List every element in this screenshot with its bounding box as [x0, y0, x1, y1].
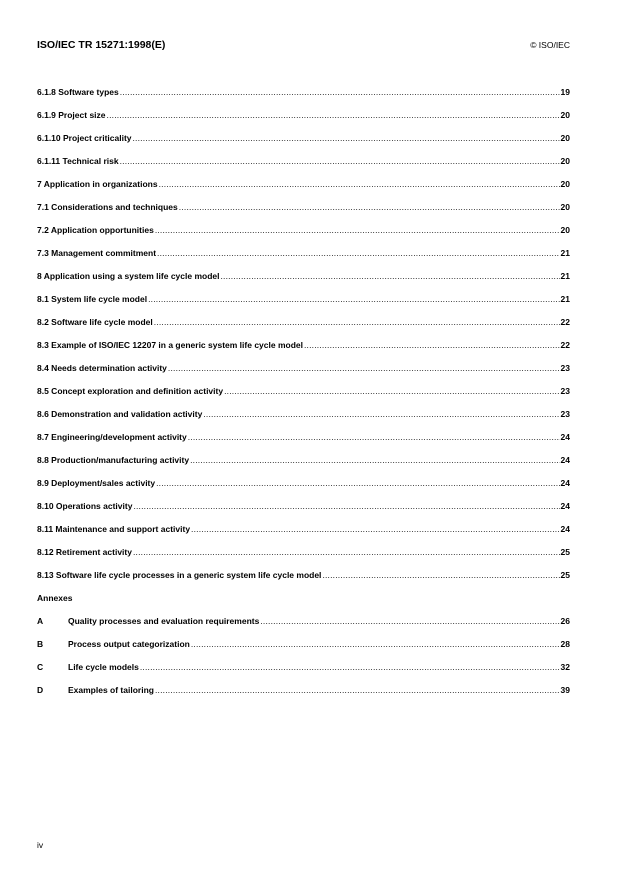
dot-leader: [120, 156, 560, 166]
copyright-notice: © ISO/IEC: [530, 40, 570, 50]
dot-leader: [157, 248, 560, 258]
toc-entry-label: 8.9 Deployment/sales activity: [37, 478, 156, 488]
toc-entry-label: 8.2 Software life cycle model: [37, 317, 153, 327]
toc-entry[interactable]: [37, 363, 570, 386]
annex-entry-label: [37, 662, 139, 672]
annex-entry-label: [37, 639, 190, 649]
dot-leader: [107, 110, 560, 120]
toc-entry[interactable]: [37, 386, 570, 409]
toc-entry-page: 20: [560, 202, 570, 212]
annexes-heading: Annexes: [37, 593, 73, 603]
toc-entry-page: 19: [560, 87, 570, 97]
toc-entry[interactable]: [37, 156, 570, 179]
toc-entry-page: 20: [560, 225, 570, 235]
annex-title: Process output categorization: [68, 639, 190, 649]
dot-leader: [140, 662, 560, 672]
annex-entry[interactable]: [37, 616, 570, 639]
annex-title: Quality processes and evaluation requirements: [68, 616, 260, 626]
annex-entry-label: [37, 685, 154, 695]
toc-entry-page: 25: [560, 547, 570, 557]
toc-entry-page: 20: [560, 179, 570, 189]
toc-entry-page: 23: [560, 386, 570, 396]
toc-entry-page: 21: [560, 294, 570, 304]
annex-title: Examples of tailoring: [68, 685, 154, 695]
toc-entry[interactable]: [37, 248, 570, 271]
table-of-contents: [37, 87, 570, 708]
toc-entry-label: 6.1.8 Software types: [37, 87, 119, 97]
toc-entry-page: 20: [560, 133, 570, 143]
toc-entry-label: 8.13 Software life cycle processes in a generic system life cycle model: [37, 570, 322, 580]
toc-entry-page: 24: [560, 432, 570, 442]
toc-entry[interactable]: [37, 110, 570, 133]
toc-entry[interactable]: [37, 409, 570, 432]
toc-entry[interactable]: [37, 87, 570, 110]
dot-leader: [190, 455, 559, 465]
toc-entry-label: 8.4 Needs determination activity: [37, 363, 167, 373]
toc-entry-page: 22: [560, 340, 570, 350]
toc-entry-page: 20: [560, 156, 570, 166]
toc-entry-label: 7 Application in organizations: [37, 179, 158, 189]
annex-entry[interactable]: [37, 639, 570, 662]
toc-entry[interactable]: [37, 202, 570, 225]
toc-entry-label: 8.8 Production/manufacturing activity: [37, 455, 190, 465]
dot-leader: [156, 478, 559, 488]
toc-entry-label: 8.12 Retirement activity: [37, 547, 132, 557]
annex-letter: B: [37, 639, 44, 649]
annex-entry-page: 32: [560, 662, 570, 672]
annex-entry-page: 39: [560, 685, 570, 695]
toc-entry-page: 20: [560, 110, 570, 120]
toc-entry[interactable]: [37, 294, 570, 317]
toc-entry[interactable]: [37, 317, 570, 340]
toc-entry-label: 7.2 Application opportunities: [37, 225, 154, 235]
toc-entry-label: 7.3 Management commitment: [37, 248, 157, 258]
annex-entry-page: 28: [560, 639, 570, 649]
annex-letter: A: [37, 616, 44, 626]
toc-entry[interactable]: [37, 340, 570, 363]
toc-entry-page: 21: [560, 271, 570, 281]
annex-letter: D: [37, 685, 44, 695]
toc-entry-page: 24: [560, 478, 570, 488]
toc-entry[interactable]: [37, 547, 570, 570]
dot-leader: [221, 271, 560, 281]
toc-entry[interactable]: [37, 524, 570, 547]
page-number: iv: [37, 840, 44, 850]
toc-entry-label: 8.6 Demonstration and validation activity: [37, 409, 203, 419]
dot-leader: [154, 317, 560, 327]
dot-leader: [133, 501, 559, 511]
toc-entry-page: 23: [560, 363, 570, 373]
toc-entry[interactable]: [37, 478, 570, 501]
dot-leader: [260, 616, 559, 626]
toc-entry-label: 8.10 Operations activity: [37, 501, 133, 511]
dot-leader: [148, 294, 559, 304]
dot-leader: [188, 432, 560, 442]
dot-leader: [168, 363, 560, 373]
annex-letter: C: [37, 662, 44, 672]
toc-entry-label: 8 Application using a system life cycle model: [37, 271, 220, 281]
annex-title: Life cycle models: [68, 662, 139, 672]
toc-entry-page: 24: [560, 455, 570, 465]
toc-entry[interactable]: [37, 271, 570, 294]
dot-leader: [133, 547, 560, 557]
dot-leader: [203, 409, 559, 419]
toc-entry[interactable]: [37, 570, 570, 593]
toc-entry-label: 6.1.11 Technical risk: [37, 156, 119, 166]
toc-entry-label: 8.11 Maintenance and support activity: [37, 524, 191, 534]
annex-entry[interactable]: [37, 685, 570, 708]
toc-entry-label: 7.1 Considerations and techniques: [37, 202, 178, 212]
annex-entry-label: [37, 616, 259, 626]
toc-entry[interactable]: [37, 501, 570, 524]
dot-leader: [155, 685, 560, 695]
toc-entry-label: 8.5 Concept exploration and definition activity: [37, 386, 224, 396]
dot-leader: [155, 225, 560, 235]
toc-entry[interactable]: [37, 133, 570, 156]
dot-leader: [224, 386, 559, 396]
dot-leader: [120, 87, 560, 97]
toc-entry[interactable]: [37, 455, 570, 478]
toc-entry-label: 8.7 Engineering/development activity: [37, 432, 187, 442]
dot-leader: [133, 133, 560, 143]
toc-entry-label: 6.1.9 Project size: [37, 110, 106, 120]
toc-entry-label: 6.1.10 Project criticality: [37, 133, 132, 143]
dot-leader: [159, 179, 560, 189]
toc-entry-label: 8.3 Example of ISO/IEC 12207 in a generic system life cycle model: [37, 340, 303, 350]
toc-entry-page: 24: [560, 524, 570, 534]
document-id: ISO/IEC TR 15271:1998(E): [37, 39, 166, 51]
toc-entry[interactable]: [37, 432, 570, 455]
annex-entry[interactable]: [37, 662, 570, 685]
dot-leader: [179, 202, 560, 212]
dot-leader: [304, 340, 560, 350]
toc-entry[interactable]: [37, 225, 570, 248]
toc-entry[interactable]: [37, 179, 570, 202]
dot-leader: [322, 570, 559, 580]
toc-entry-page: 22: [560, 317, 570, 327]
toc-entry-page: 23: [560, 409, 570, 419]
toc-entry-label: 8.1 System life cycle model: [37, 294, 148, 304]
toc-entry-page: 21: [560, 248, 570, 258]
annex-entry-page: 26: [560, 616, 570, 626]
dot-leader: [191, 524, 559, 534]
toc-entry-page: 24: [560, 501, 570, 511]
dot-leader: [191, 639, 560, 649]
toc-entry-page: 25: [560, 570, 570, 580]
